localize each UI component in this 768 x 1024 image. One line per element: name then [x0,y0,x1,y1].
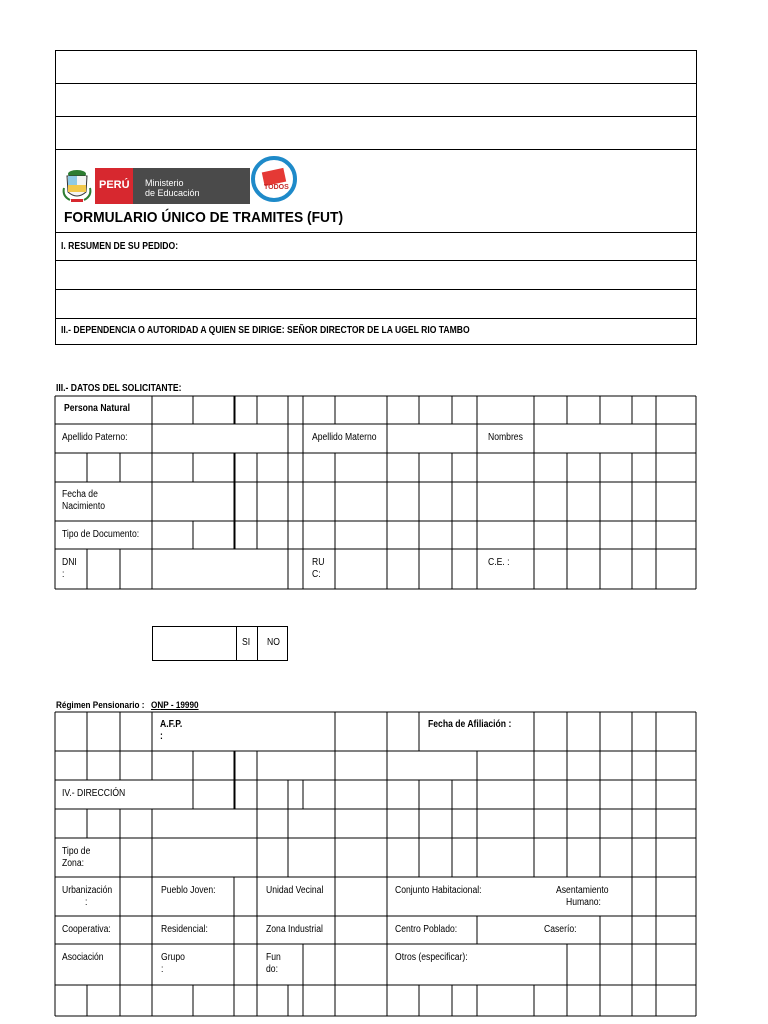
ruc-label-2: C: [312,569,321,580]
zona-industrial-label: Zona Industrial [266,924,323,935]
asentamiento-input[interactable] [633,878,696,916]
address-section-label: IV.- DIRECCIÓN [62,788,126,799]
asociacion-label: Asociación [62,952,104,963]
header-input-row-2[interactable] [56,84,696,116]
urbanizacion-label-2: : [85,897,88,908]
request-summary-field-1[interactable] [56,261,696,289]
apellido-materno-label: Apellido Materno [312,432,377,443]
afp-input[interactable] [194,713,335,751]
ce-label: C.E. : [488,557,510,568]
peru-flag-block [95,168,133,204]
dni-label-2: : [62,569,65,580]
apellido-paterno-input[interactable] [153,425,288,452]
education-badge-icon [251,156,297,202]
ruc-label-1: RU [312,557,325,568]
fecha-afiliacion-label: Fecha de Afiliación : [428,719,512,730]
grupo-label-1: Grupo [161,952,185,963]
urbanizacion-input[interactable] [121,878,152,916]
asentamiento-label-2: Humano: [566,897,601,908]
yes-no-box [152,626,288,661]
ministry-logo [62,166,252,204]
logo-ministry-line2: de Educación [145,188,200,198]
peru-coat-of-arms-icon [62,166,92,204]
si-option[interactable] [237,627,258,660]
no-option[interactable] [258,627,287,660]
residencial-label: Residencial: [161,924,208,935]
urbanizacion-label-1: Urbanización [62,885,113,896]
ruc-input[interactable] [336,549,476,589]
tipo-zona-label-1: Tipo de [62,846,91,857]
header-input-row-3[interactable] [56,117,696,149]
nombres-label: Nombres [488,432,523,443]
asentamiento-label-1: Asentamiento [556,885,609,896]
tipo-documento-input[interactable] [153,521,234,548]
unidad-vecinal-input[interactable] [336,878,387,916]
persona-natural-label: Persona Natural [64,403,130,414]
logo-peru-text: PERÚ [99,179,130,191]
ministry-block [133,168,250,204]
pueblo-joven-input[interactable] [235,878,257,916]
apellido-materno-input[interactable] [388,425,476,452]
pension-onp: ONP - 19990 [151,700,199,711]
fundo-label-1: Fun [266,952,281,963]
fundo-label-2: do: [266,964,278,975]
dni-label-1: DNI [62,557,77,568]
cooperativa-label: Cooperativa: [62,924,111,935]
apellido-paterno-label: Apellido Paterno: [62,432,128,443]
pueblo-joven-label: Pueblo Joven: [161,885,216,896]
otros-input[interactable] [478,945,696,985]
afp-label-1: A.F.P. [160,719,183,730]
fecha-nacimiento-input[interactable] [153,482,234,520]
yes-no-answer-field[interactable] [153,627,237,660]
pension-label: Régimen Pensionario : [56,700,145,711]
grupo-label-2: : [161,964,164,975]
centro-poblado-label: Centro Poblado: [395,924,458,935]
unidad-vecinal-label: Unidad Vecinal [266,885,324,896]
fecha-nacimiento-label-1: Fecha de [62,489,98,500]
logo-ministry-line1: Ministerio [145,178,184,188]
si-label: SI [242,637,251,648]
request-summary-field-2[interactable] [56,290,696,318]
no-label: NO [267,637,280,648]
section1-label: I. RESUMEN DE SU PEDIDO: [61,241,179,252]
tipo-zona-label-2: Zona: [62,858,84,869]
form-title: FORMULARIO ÚNICO DE TRAMITES (FUT) [64,209,344,226]
conjunto-habitacional-label: Conjunto Habitacional: [395,885,482,896]
fecha-afiliacion-input[interactable] [535,713,696,751]
section2-label: II.- DEPENDENCIA O AUTORIDAD A QUIEN SE DIRIGE: SEÑOR DIRECTOR DE LA UGEL RIO TAMBO [61,325,470,336]
fecha-nacimiento-label-2: Nacimiento [62,501,106,512]
dni-input[interactable] [153,549,288,589]
caserio-label: Caserío: [544,924,577,935]
afp-label-2: : [160,731,163,742]
header-input-row-1[interactable] [56,51,696,83]
ce-input[interactable] [535,549,696,589]
applicant-section-label: III.- DATOS DEL SOLICITANTE: [56,383,182,394]
otros-label: Otros (especificar): [395,952,468,963]
tipo-documento-label: Tipo de Documento: [62,529,140,540]
nombres-input[interactable] [535,425,655,452]
conjunto-habitacional-input[interactable] [478,878,534,916]
badge-text: TODOS [264,184,289,191]
